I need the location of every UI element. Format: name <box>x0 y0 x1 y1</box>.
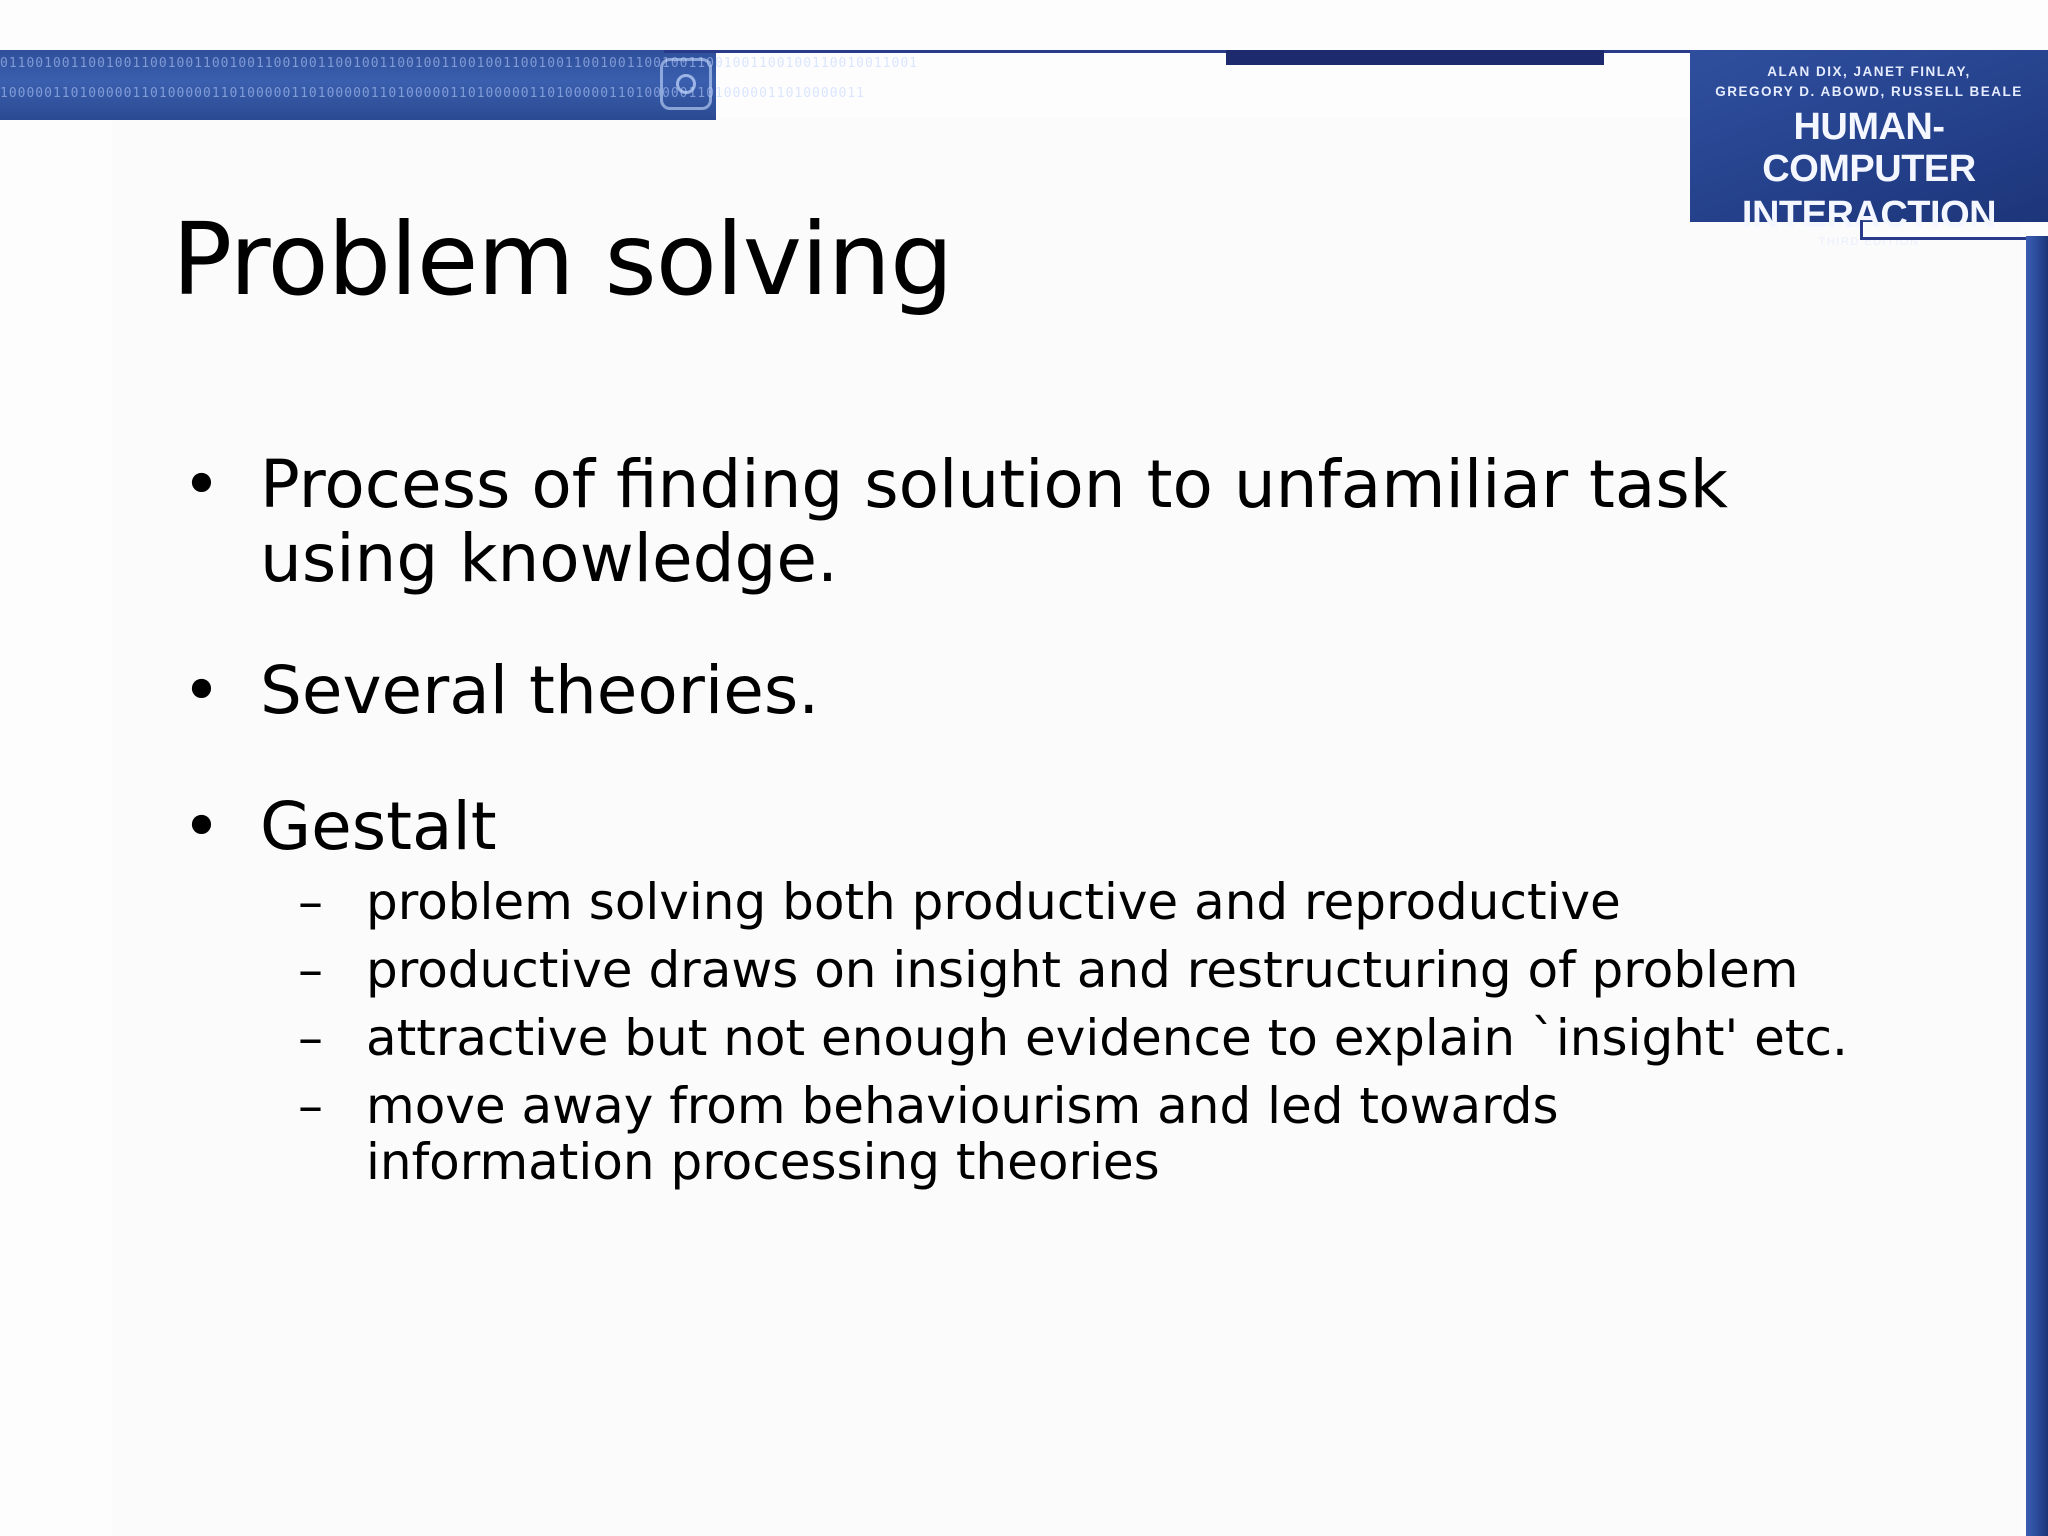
logo-title-line1: HUMAN-COMPUTER <box>1762 106 1976 190</box>
sub-bullet-item <box>298 1077 1852 1191</box>
dash-glyph: – <box>298 941 323 999</box>
sub-bullet-item <box>298 941 1852 999</box>
dash-glyph: – <box>298 1077 323 1135</box>
logo-frame <box>1860 220 2048 240</box>
sub-bullet-item <box>298 1009 1852 1067</box>
bullet-glyph: • <box>182 652 221 729</box>
sub-bullet-text: problem solving both productive and reproductive <box>366 873 1621 931</box>
dash-glyph: – <box>298 873 323 931</box>
binary-banner <box>0 50 918 120</box>
sub-bullet-text: move away from behaviourism and led towards information processing theories <box>366 1077 1559 1191</box>
logo-title-line2: INTERACTION <box>1741 194 1997 236</box>
logo-authors-line2: GREGORY D. ABOWD, RUSSELL BEALE <box>1715 84 2023 99</box>
header-accent-bar <box>1226 50 1604 65</box>
bullet-item <box>172 654 1852 728</box>
bullet-glyph: • <box>182 788 221 865</box>
slide-title: Problem solving <box>172 201 953 318</box>
sub-bullet-text: attractive but not enough evidence to explain `insight' etc. <box>366 1009 1848 1067</box>
binary-banner-icon: 01100100110010011001001100100110010011001001100100110010011001001100100110010011001001100100110010011001 <box>0 56 918 71</box>
logo-edition: THIRD EDITION <box>1818 236 1920 248</box>
bullet-item <box>172 790 1852 864</box>
sub-bullet-item <box>298 873 1852 931</box>
binary-banner-icon: 10000011010000011010000011010000011010000011010000011010000011010000011010000011010000011010000011 <box>0 86 866 101</box>
bullet-text: Several theories. <box>260 652 820 729</box>
bullet-text: Gestalt <box>260 788 497 865</box>
book-cover-logo <box>1690 50 2048 248</box>
slide-content <box>172 448 1852 1202</box>
sub-bullet-text: productive draws on insight and restructuring of problem <box>366 941 1799 999</box>
bullet-item <box>172 448 1852 596</box>
right-decorative-stripe <box>2026 236 2048 1536</box>
logo-authors-line1: ALAN DIX, JANET FINLAY, <box>1767 64 1971 79</box>
sub-bullet-list <box>172 874 1852 1190</box>
bullet-glyph: • <box>182 446 221 523</box>
bullet-text: Process of finding solution to unfamiliar task using knowledge. <box>260 446 1728 597</box>
circuit-icon <box>660 58 712 110</box>
dash-glyph: – <box>298 1009 323 1067</box>
